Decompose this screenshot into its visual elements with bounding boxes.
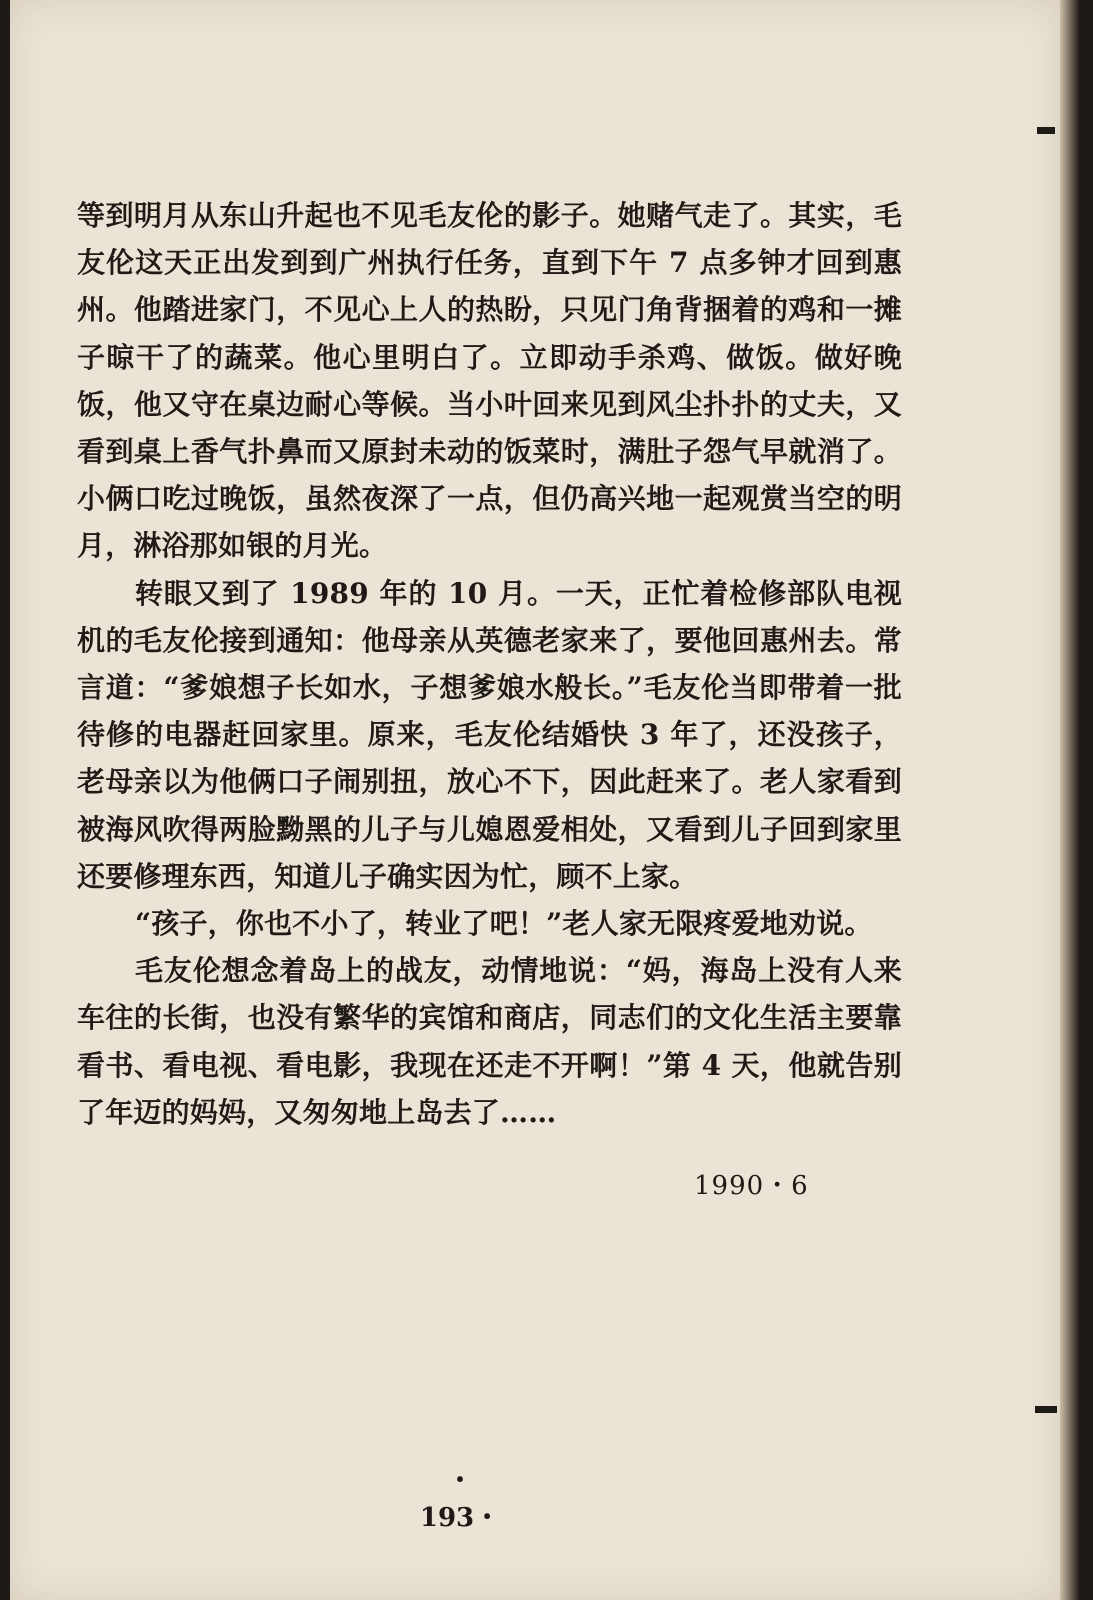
paragraph-3: “孩子，你也不小了，转业了吧！”老人家无限疼爱地劝说。 [135,907,873,941]
binding-mark [1037,127,1055,134]
binding-mark [1035,1406,1057,1413]
body-text [77,192,902,1136]
paragraph-1: 等到明月从东山升起也不见毛友伦的影子。她赌气走了。其实，毛友伦这天正出发到到广州执行任务，直到下午 7 点多钟才回到惠州。他踏进家门，不见心上人的热盼，只见门角背捆着的鸡和一摊子晾干了的蔬菜。他心里明白了。立即动手杀鸡、做饭。做好晚饭，他又守在桌边耐心等候。当小叶回来见到风尘扑扑的丈夫，又看到桌上香气扑鼻而又原封未动的饭菜时，满肚子怨气早就消了。小俩口吃过晚饭，虽然夜深了一点，但仍高兴地一起观赏当空的明月，淋浴那如银的月光。 [77,199,902,563]
book-page [10,0,1060,1600]
date-line: 1990・6 [694,1171,809,1201]
page-left-edge [0,0,10,1600]
paragraph-2: 转眼又到了 1989 年的 10 月。一天，正忙着检修部队电视机的毛友伦接到通知：他母亲从英德老家来了，要他回惠州去。常言道：“爹娘想子长如水，子想爹娘水般长。”毛友伦当即带着一批待修的电器赶回家里。原来，毛友伦结婚快 3 年了，还没孩子，老母亲以为他俩口子闹别扭，放心不下，因此赶来了。老人家看到被海风吹得两脸黝黑的儿子与儿媳恩爱相处，又看到儿子回到家里还要修理东西，知道儿子确实因为忙，顾不上家。 [77,576,902,893]
page-right-edge [1060,0,1093,1600]
page-number: ・193・ [419,1466,501,1533]
paragraph-4: 毛友伦想念着岛上的战友，动情地说：“妈，海岛上没有人来车往的长街，也没有繁华的宾馆和商店，同志们的文化生活主要靠看书、看电视、看电影，我现在还走不开啊！”第 4 天，他就告别了年迈的妈妈，又匆匆地上岛去了…… [77,954,902,1129]
